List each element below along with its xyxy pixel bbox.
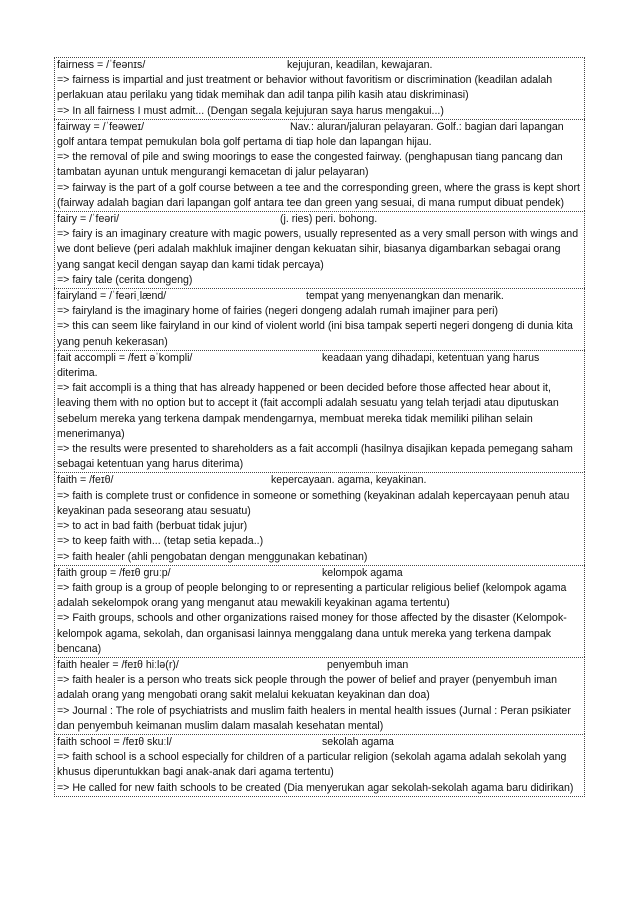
dictionary-entry	[54, 119, 585, 211]
entry-meaning: Nav.: aluran/jaluran pelayaran. Golf.: bagian dari lapangan golf antara tempat pemukulan bola golf pertama di tiap hole dan lapangan hijau.	[57, 120, 564, 149]
entry-example: => faith is complete trust or confidence in someone or something (keyakinan adalah kepercayaan penuh atau keyakinan pada seseorang atau sesuatu)	[57, 489, 570, 517]
dictionary-entry	[54, 565, 585, 657]
entry-meaning: keadaan yang dihadapi, ketentuan yang harus diterima.	[57, 351, 540, 380]
dictionary-entry	[54, 657, 585, 734]
entry-term: fairyland = /ˈfeəriˌlænd/	[57, 290, 167, 303]
entry-example: => to keep faith with... (tetap setia kepada..)	[57, 535, 264, 548]
dictionary-entry	[54, 57, 585, 119]
entry-example: => to act in bad faith (berbuat tidak jujur)	[57, 520, 248, 533]
entry-headline	[57, 473, 581, 488]
entry-headline	[57, 212, 581, 227]
entry-meaning: kelompok agama	[322, 566, 403, 579]
entry-term: faith = /feɪθ/	[57, 474, 114, 487]
entry-meaning: sekolah agama	[322, 735, 394, 748]
entry-term: fait accompli = /feɪt əˈkompli/	[57, 351, 193, 364]
entry-meaning: kepercayaan. agama, keyakinan.	[271, 474, 427, 487]
entry-example: => faith healer (ahli pengobatan dengan menggunakan kebatinan)	[57, 550, 368, 563]
entry-term: fairness = /ˈfeənɪs/	[57, 59, 146, 71]
entry-example: => fait accompli is a thing that has already happened or been decided before those affected hear about it, leaving them with no option but to accept it (fait accompli adalah sesuatu yang telah terjadi atau diputuskan sebelum mereka yang terkena dampak mendengarnya, membuat mereka tidak memiliki pilihan selain menerimanya)	[57, 382, 559, 440]
entry-example: => faith school is a school especially for children of a particular religion (sekolah agama adalah sekolah yang khusus diperuntukkan bagi anak-anak dari agama tertentu)	[57, 751, 567, 779]
entry-term: faith healer = /feɪθ hiːlə(r)/	[57, 658, 179, 671]
entry-example: => fairyland is the imaginary home of fairies (negeri dongeng adalah rumah imajiner para peri)	[57, 305, 499, 318]
entry-term: faith school = /feɪθ skuːl/	[57, 735, 172, 748]
entry-headline	[57, 58, 581, 73]
entry-example: => fairness is impartial and just treatment or behavior without favoritism or discrimination (keadilan adalah perlakuan atau perilaku yang tidak memihak dan adil tanpa pilih kasih atau diskriminasi)	[57, 74, 553, 102]
dictionary-entry	[54, 472, 585, 564]
entry-example: => this can seem like fairyland in our kind of violent world (ini bisa tampak seperti negeri dongeng di dunia kita yang penuh kekerasan)	[57, 320, 573, 348]
dictionary-entry	[54, 288, 585, 350]
entry-example: => Journal : The role of psychiatrists and muslim faith healers in mental health issues (Jurnal : Peran psikiater dan penyembuh keimanan muslim dalam masalah kesehatan mental)	[57, 704, 571, 732]
entry-headline	[57, 351, 581, 381]
dictionary-entry	[54, 734, 585, 797]
dictionary-entry	[54, 211, 585, 288]
entry-meaning: tempat yang menyenangkan dan menarik.	[306, 290, 504, 303]
entry-headline	[57, 735, 581, 750]
entry-headline	[57, 120, 581, 150]
dictionary-entry	[54, 350, 585, 473]
entry-example: => fairy is an imaginary creature with magic powers, usually represented as a very small person with wings and we dont believe (peri adalah makhluk imajiner dengan kekuatan sihir, biasanya digambarkan sebagai orang yang sangat kecil dengan sayap dan kami tidak percaya)	[57, 228, 579, 271]
entry-example: => faith group is a group of people belonging to or representing a particular religious belief (kelompok agama adalah sekelompok orang yang menganut atau mewakili keyakinan agama tertentu)	[57, 581, 567, 610]
entry-example: => Faith groups, schools and other organizations raised money for those affected by the disaster (Kelompok-kelompok agama, sekolah, dan organisasi lainnya menggalang dana untuk mereka yang terkena dampak bencana)	[57, 612, 567, 655]
entry-example: => In all fairness I must admit... (Dengan segala kejujuran saya harus mengakui...)	[57, 104, 444, 117]
entry-example: => fairy tale (cerita dongeng)	[57, 273, 193, 286]
entry-example: => fairway is the part of a golf course between a tee and the corresponding green, where the grass is kept short (fairway adalah bagian dari lapangan golf antara tee dan green yang sesuai, di mana rumput dibuat pendek)	[57, 181, 580, 209]
entry-example: => the results were presented to shareholders as a fait accompli (hasilnya disajikan kepada pemegang saham sebagai ketentuan yang harus diterima)	[57, 443, 573, 471]
entry-term: faith group = /feɪθ ɡruːp/	[57, 566, 171, 579]
entry-example: => He called for new faith schools to be created (Dia menyerukan agar sekolah-sekolah agama baru didirikan)	[57, 781, 574, 794]
entry-headline	[57, 289, 581, 304]
entry-meaning: penyembuh iman	[327, 658, 409, 671]
entry-headline	[57, 566, 581, 581]
entry-example: => the removal of pile and swing moorings to ease the congested fairway. (penghapusan tiang pancang dan tambatan ayunan untuk mengurangi kemacetan di jalur pelayaran)	[57, 151, 563, 179]
entry-meaning: kejujuran, keadilan, kewajaran.	[287, 59, 433, 71]
dictionary-page	[54, 57, 585, 797]
entry-term: fairway = /ˈfeəweɪ/	[57, 120, 145, 133]
entry-headline	[57, 658, 581, 673]
entry-meaning: (j. ries) peri. bohong.	[280, 213, 378, 226]
entry-example: => faith healer is a person who treats sick people through the power of belief and prayer (penyembuh iman adalah orang yang mengobati orang sakit melalui kekuatan keyakinan dan doa)	[57, 674, 557, 702]
entry-term: fairy = /ˈfeəri/	[57, 213, 120, 226]
